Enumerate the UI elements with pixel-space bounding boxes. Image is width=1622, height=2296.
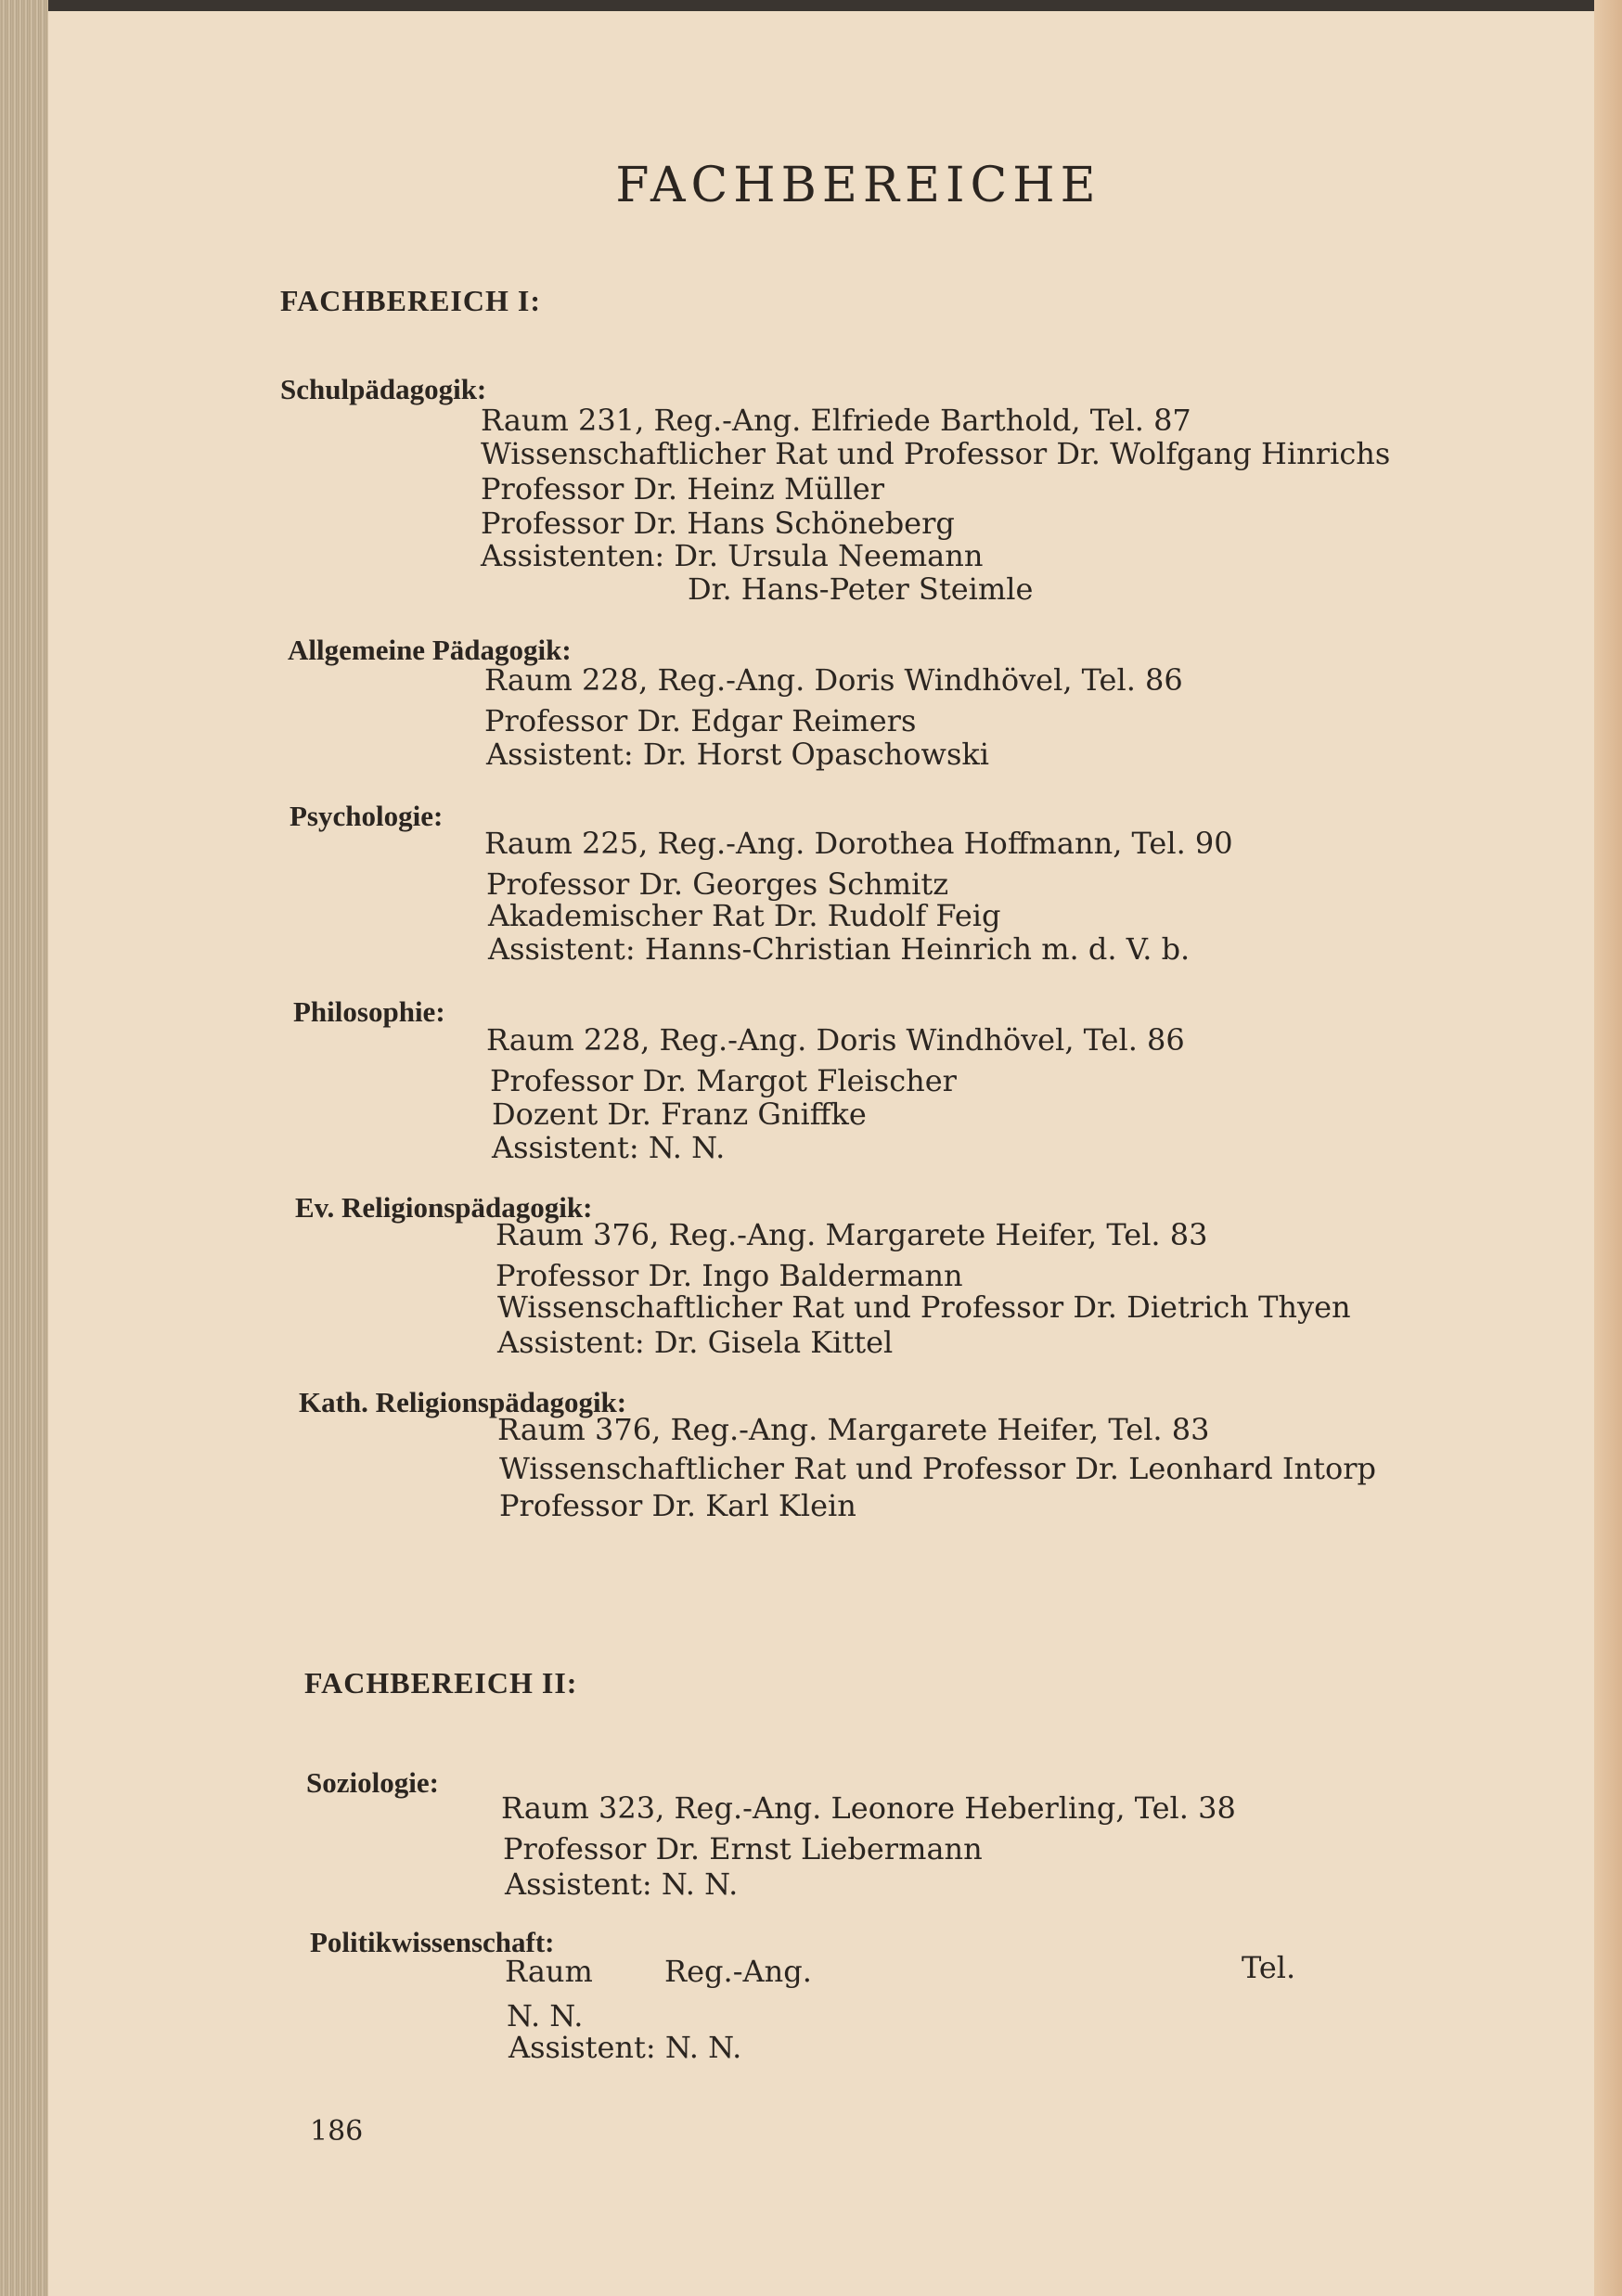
section-line: Raum 376, Reg.-Ang. Margarete Heifer, Tel. 83 [496, 1217, 1208, 1252]
section-line: Assistent: N. N. [508, 2030, 742, 2065]
section-line: Dr. Hans-Peter Steimle [688, 571, 1034, 607]
section-line: Raum 376, Reg.-Ang. Margarete Heifer, Tel. 83 [497, 1412, 1210, 1447]
book-spine [0, 0, 48, 2296]
section-line: Raum 228, Reg.-Ang. Doris Windhövel, Tel. 86 [486, 1022, 1185, 1058]
scan-edge-top [0, 0, 1622, 11]
section-line: N. N. [507, 1998, 584, 2033]
section-line: Assistenten: Dr. Ursula Neemann [481, 538, 984, 573]
tel-label: Tel. [1242, 1950, 1296, 1985]
page-title: FACHBEREICHE [615, 158, 1101, 213]
section-line: Raum 225, Reg.-Ang. Dorothea Hoffmann, Tel. 90 [484, 826, 1233, 861]
section-soziologie: Soziologie: [306, 1766, 439, 1799]
page-edge-right [1594, 0, 1622, 2296]
section-line: Professor Dr. Georges Schmitz [486, 866, 949, 902]
section-line: Professor Dr. Karl Klein [499, 1488, 856, 1523]
section-line: Wissenschaftlicher Rat und Professor Dr. Dietrich Thyen [497, 1289, 1351, 1325]
section-line: Professor Dr. Edgar Reimers [484, 703, 917, 738]
section-line: Dozent Dr. Franz Gniffke [492, 1097, 867, 1132]
section-line: Professor Dr. Heinz Müller [481, 471, 885, 507]
section-line: Wissenschaftlicher Rat und Professor Dr. Leonhard Intorp [499, 1451, 1376, 1486]
fachbereich-2-title: FACHBEREICH II: [304, 1666, 578, 1700]
reg-ang-label: Reg.-Ang. [664, 1954, 812, 1989]
page-number: 186 [310, 2115, 364, 2148]
section-line: Assistent: Dr. Horst Opaschowski [486, 737, 989, 772]
section-ev-religionspaedagogik: Ev. Religionspädagogik: [295, 1191, 593, 1224]
section-allgemeine-paedagogik: Allgemeine Pädagogik: [288, 634, 572, 666]
section-kath-religionspaedagogik: Kath. Religionspädagogik: [299, 1386, 627, 1418]
section-line: Raum 231, Reg.-Ang. Elfriede Barthold, Tel. 87 [481, 403, 1191, 438]
fachbereich-1-title: FACHBEREICH I: [280, 284, 541, 317]
section-line: Professor Dr. Ernst Liebermann [503, 1831, 983, 1866]
section-line: Assistent: N. N. [505, 1866, 739, 1902]
section-line: Assistent: N. N. [492, 1130, 726, 1165]
section-line: Raum 228, Reg.-Ang. Doris Windhövel, Tel. 86 [484, 662, 1183, 698]
section-psychologie: Psychologie: [290, 800, 444, 832]
section-line: Professor Dr. Margot Fleischer [490, 1063, 957, 1098]
section-line: Wissenschaftlicher Rat und Professor Dr. Wolfgang Hinrichs [481, 436, 1391, 471]
section-schulpaedagogik: Schulpädagogik: [280, 373, 487, 405]
section-politikwissenschaft: Politikwissenschaft: [310, 1926, 555, 1958]
section-line: Assistent: Hanns-Christian Heinrich m. d. V. b. [488, 931, 1191, 967]
section-line: Professor Dr. Hans Schöneberg [481, 506, 955, 541]
section-line: Raum 323, Reg.-Ang. Leonore Heberling, Tel. 38 [501, 1790, 1236, 1826]
section-line: Assistent: Dr. Gisela Kittel [497, 1325, 894, 1360]
section-line: Professor Dr. Ingo Baldermann [496, 1258, 963, 1293]
room-label: Raum [505, 1954, 593, 1989]
section-philosophie: Philosophie: [293, 995, 445, 1028]
section-line: Akademischer Rat Dr. Rudolf Feig [488, 898, 1001, 933]
